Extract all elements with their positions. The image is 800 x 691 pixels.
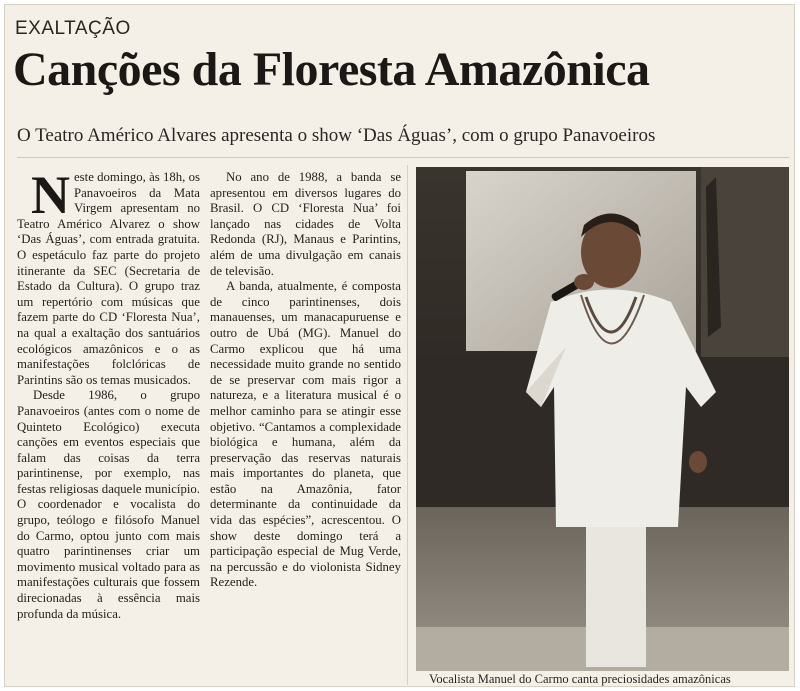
photo-caption: Vocalista Manuel do Carmo canta preciosidades amazônicas bbox=[429, 672, 731, 686]
headline: Canções da Floresta Amazônica bbox=[13, 43, 650, 96]
column-divider bbox=[407, 165, 408, 685]
article-photo bbox=[416, 167, 789, 671]
article-paragraph: Desde 1986, o grupo Panavoeiros (antes com o nome de Quinteto Ecológico) executa canções em eventos especiais que falam das coisas da terra parintinense, por exemplo, nas festas religiosas daquele município. O coordenador e vocalista do grupo, teólogo e filósofo Manuel do Carmo, optou junto com mais quatro parintinenses criar um movimento musical voltado para as manifestações culturais que fossem direcionadas à essência mais profunda da música. bbox=[17, 388, 200, 621]
paragraph-text: este domingo, às 18h, os Panavoeiros da Mata Virgem apresentam no Teatro Américo Alvarez o show ‘Das Águas’, com entrada gratuita. O espetáculo faz parte do projeto itinerante da SEC (Secretaria de Estado da Cultura). O grupo traz um repertório com músicas que fazem parte do CD ‘Floresta Nua’, na qual a exaltação dos santuários ecológicos amazônicos e o as manifestações folclóricas de Parintins são os temas musicados. bbox=[17, 170, 200, 387]
article-column-2 bbox=[210, 170, 401, 591]
section-label: EXALTAÇÃO bbox=[15, 18, 131, 39]
article-paragraph: No ano de 1988, a banda se apresentou em diversos lugares do Brasil. O CD ‘Floresta Nua’ foi lançado nas cidades de Volta Redonda (RJ), Manaus e Parintins, além de uma divulgação em canais de televisão. bbox=[210, 170, 401, 278]
deck-subtitle: O Teatro Américo Alvares apresenta o show ‘Das Águas’, com o grupo Panavoeiros bbox=[17, 125, 656, 146]
newspaper-clipping bbox=[4, 4, 795, 687]
article-column-1 bbox=[17, 165, 200, 622]
singer-photo-illustration bbox=[416, 167, 789, 671]
article-paragraph: A banda, atualmente, é composta de cinco parintinenses, dois manauenses, um manacapuruense e outro de Ubá (MG). Manuel do Carmo explicou que há uma necessidade muito grande no sentido de se preservar com mais rigor a natureza, e a literatura musical é o melhor caminho para se atingir esse objetivo. “Cantamos a complexidade biológica e humana, além da preservação das reservas naturais mais importantes do planeta, que estão na Amazônia, fator determinante da continuidade da vida das espécies”, acrescentou. O show deste domingo terá a participação especial de Mug Verde, na percussão e do violonista Sidney Rezende. bbox=[210, 279, 401, 590]
drop-cap: N bbox=[31, 165, 70, 225]
article-paragraph bbox=[17, 165, 200, 388]
header-divider bbox=[17, 157, 789, 158]
